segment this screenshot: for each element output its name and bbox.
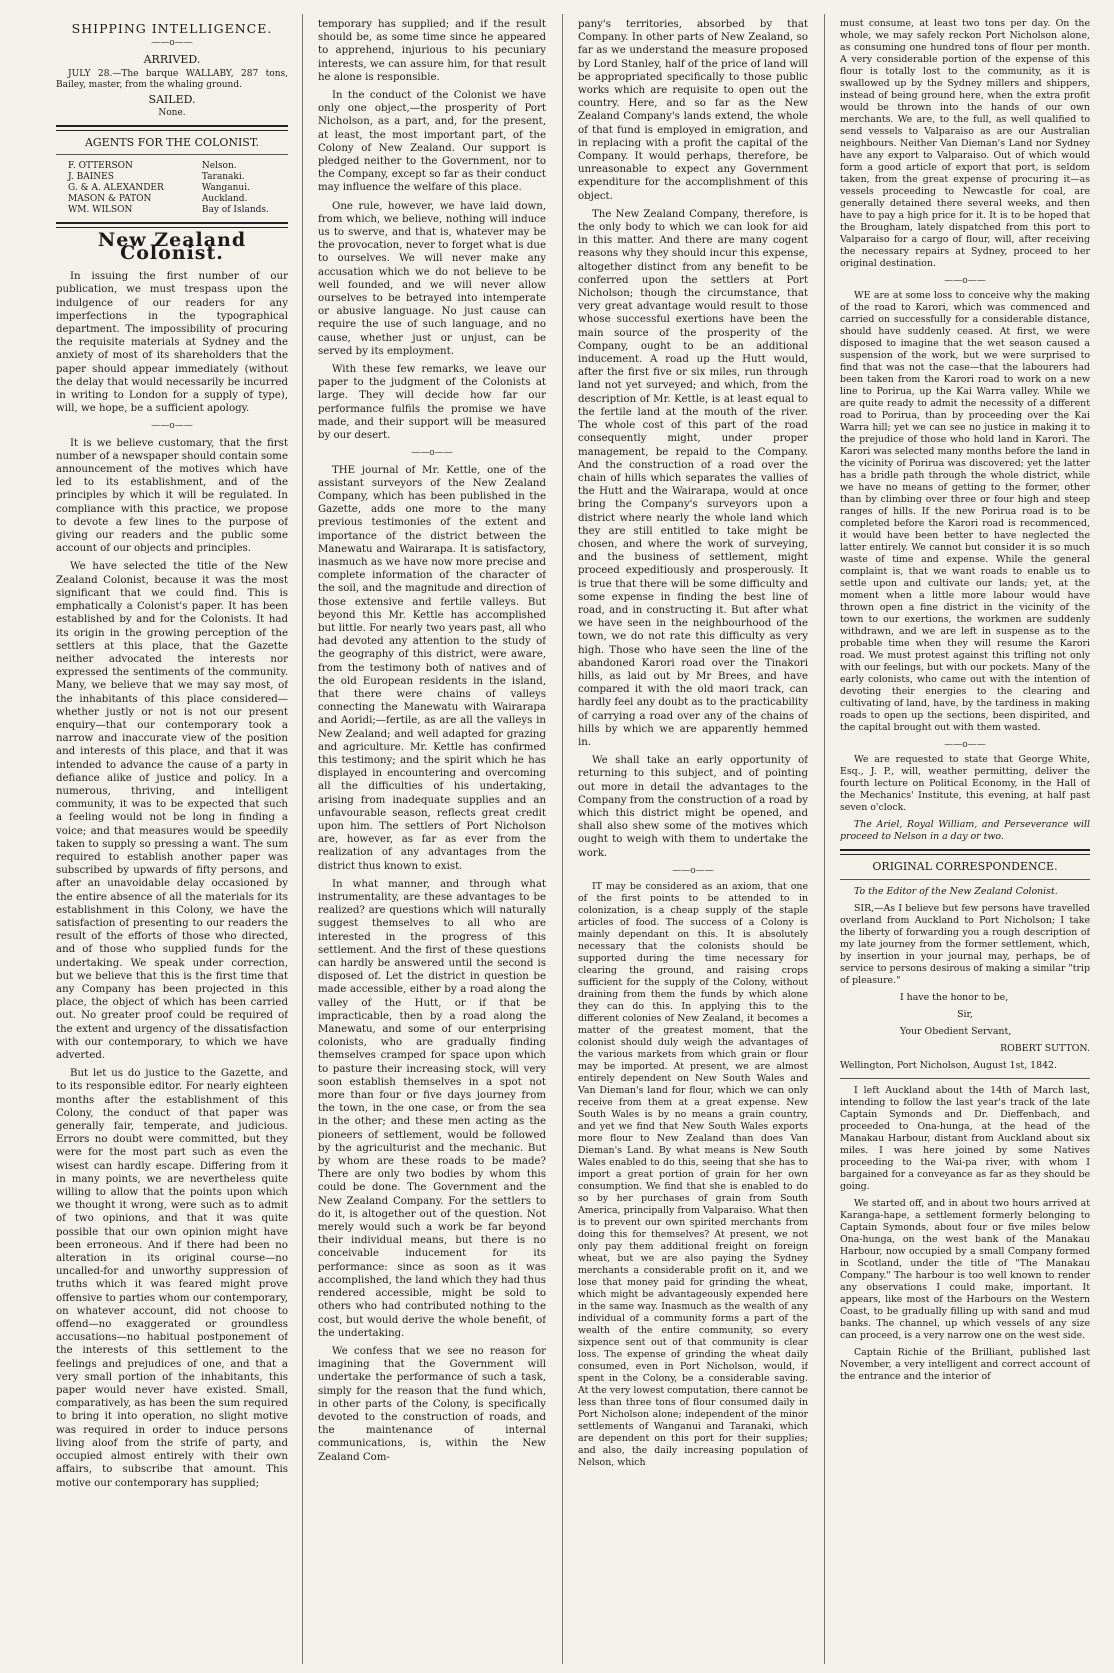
paragraph: We shall take an early opportunity of returning to this subject, and of pointing out more in detail the advantages to the Company from the construction of a road by which this district might be opened, and shall also shew some of the motives which ought to weigh with them to undertake the work. bbox=[578, 755, 808, 859]
sailed-text: None. bbox=[158, 107, 186, 118]
column-divider bbox=[302, 14, 303, 1664]
arrived-heading: ARRIVED. bbox=[143, 53, 201, 67]
agent-row: MASON & PATON Auckland. bbox=[68, 193, 248, 204]
paragraph: We confess that we see no reason for imagining that the Government will undertake the performance of such a task, simply for the reason that the fund which, in other parts of the Colony, is specifically devoted to the construction of roads, and the maintenance of internal communications, is, within the New Zealand Com- bbox=[318, 1345, 546, 1463]
agent-row: WM. WILSON Bay of Islands. bbox=[68, 204, 269, 215]
ornament: ——o—— bbox=[672, 865, 714, 876]
agents-table bbox=[56, 161, 288, 216]
column-3 bbox=[578, 18, 808, 1663]
divider-rule bbox=[56, 125, 288, 131]
paragraph: In issuing the first number of our publication, we must trespass upon the indulgence of our readers for any imperfections in the typographical department. The impossibility of procuring the requisite materials at Sydney and the anxiety of most of its shareholders that the paper should appear immediately (without the delay that would necessarily be incurred in writing to London for a supply of type), will, we hope, be a sufficient apology. bbox=[56, 271, 288, 415]
agents-heading: AGENTS FOR THE COLONIST. bbox=[84, 135, 260, 149]
paragraph: In what manner, and through what instrumentality, are these advantages to be realized? are questions which will naturally suggest themselves to all who are interested in the progress of this settlement. And the first of these questions can hardly be answered until the second is disposed of. Let the district in question be made accessible, either by a road along the valley of the Hutt, or if that be impracticable, then by a road along the Manewatu, and some of our enterprising colonists, who are gradually finding themselves cramped for space upon which to pasture their increasing stock, will very soon establish themselves in a spot not more than four or five days journey from the town, in the one case, or from the sea in the other; and these men acting as the pioneers of settlement, would be followed by the agriculturist and the mechanic. But by whom are these roads to be made? There are only two bodies by whom this could be done. The Government and the New Zealand Company. For the settlers to do it, is altogether out of the question. Not merely would such a work be far beyond their individual means, but there is no conceivable inducement for its performance: since as soon as it was accomplished, the land which they had thus rendered accessible, might be sold to others who had contributed nothing to the cost, but would derive the whole benefit, of the undertaking. bbox=[318, 878, 546, 1339]
letter-text: SIR,—As I believe but few persons have travelled overland from Auckland to Port Nicholson; I take the liberty of forwarding you a rough description of my late journey from the former settlement, which, by insertion in your journal may, perhaps, be of service to persons desirous of making a similar "trip of pleasure." bbox=[840, 903, 1090, 986]
divider-rule bbox=[840, 1078, 1090, 1079]
column-1 bbox=[56, 18, 288, 1663]
salutation: Sir, bbox=[957, 1009, 973, 1020]
paragraph: pany's territories, absorbed by that Company. In other parts of New Zealand, so far as we understand the measure proposed by Lord Stanley, half of the price of land will be appropriated specifically to those public works which are requisite to open out the country. Here, and so far as the New Zealand Company's lands extend, the whole of that fund is employed in emigration, and in replacing with a profit the capital of the Company. It would perhaps, therefore, be unreasonable to expect any Government expenditure for the accomplishment of this object. bbox=[578, 19, 808, 202]
agent-row: F. OTTERSON Nelson. bbox=[68, 160, 237, 171]
ornament: ——o—— bbox=[944, 276, 986, 286]
paragraph: In the conduct of the Colonist we have only one object,—the prosperity of Port Nicholson, as a part, and, for the present, at least, the most important part, of the Colony of New Zealand. Our support is pledged neither to the Government, nor to the Company, except so far as their conduct may influence the welfare of this place. bbox=[318, 90, 546, 194]
column-2 bbox=[318, 18, 546, 1663]
paragraph: Captain Richie of the Brilliant, published last November, a very intelligent and correct account of the entrance and the interior of bbox=[840, 1347, 1090, 1382]
divider-rule bbox=[56, 154, 288, 155]
paragraph: must consume, at least two tons per day. On the whole, we may safely reckon Port Nicholson alone, as consuming one hundred tons of flour per month. A very considerable portion of the expense of this flour is totally lost to the community, as it is swallowed up by the Sydney millers and shippers, instead of being ground here, when the extra profit would be thrown into the hands of our own merchants. We are, to the full, as well qualified to send vessels to Valparaiso as are our Australian neighbours. Neither Van Dieman's Land nor Sydney have any export to Valparaiso. Out of which would form a good article of export that port, is seldom taken, from the great expense of procuring it—as vessels proceeding to Newcastle for coal, are generally detained there several weeks, and then have to pay a high price for it. It is to be hoped that the Brougham, lately dispatched from this port to Valparaiso for a cargo of flour, will, after receiving the necessary repairs at Sydney, proceed to her original destination. bbox=[840, 18, 1090, 269]
correspondence-heading: ORIGINAL CORRESPONDENCE. bbox=[872, 860, 1058, 873]
agent-row: G. & A. ALEXANDER Wanganui. bbox=[68, 182, 250, 193]
to-editor: To the Editor of the New Zealand Colonist. bbox=[854, 886, 1058, 897]
paragraph: The Ariel, Royal William, and Perseverance will proceed to Nelson in a day or two. bbox=[840, 819, 1090, 842]
agent-row: J. BAINES Taranaki. bbox=[68, 171, 245, 182]
divider-rule bbox=[840, 879, 1090, 880]
paragraph: THE journal of Mr. Kettle, one of the assistant surveyors of the New Zealand Company, which has been published in the Gazette, adds one more to the many previous testimonies of the extent and importance of the district between the Manewatu and Wairarapa. It is satisfactory, inasmuch as we have now more precise and complete information of the character of the soil, and the magnitude and direction of those extensive and fertile valleys. But beyond this Mr. Kettle has accomplished but little. For nearly two years past, all who had devoted any attention to the study of the geography of this district, were aware, from the testimony both of natives and of the old European residents in the island, that there were chains of valleys connecting the Manewatu with Wairarapa and Aoridi;—fertile, as are all the valleys in New Zealand; and well adapted for grazing and agriculture. Mr. Kettle has confirmed this testimony; and the spirit which he has displayed in encountering and overcoming all the difficulties of his undertaking, arising from inadequate supplies and an unfavourable season, reflects great credit upon him. The settlers of Port Nicholson are, however, as far as ever from the realization of any advantages from the district thus known to exist. bbox=[318, 464, 546, 872]
paragraph: With these few remarks, we leave our paper to the judgment of the Colonists at large. They will decide how far our performance fulfils the promise we have made, and their support will be measured by our desert. bbox=[318, 364, 546, 442]
ornament: ——o—— bbox=[411, 448, 453, 459]
paragraph: We have selected the title of the New Zealand Colonist, because it was the most significant that we could find. This is emphatically a Colonist's paper. It has been established by and for the Colonists. It had its origin in the growing perception of the settlers at this place, that the Gazette neither advocated the interests nor expressed the sentiments of the community. Many, we believe that we may say most, of the inhabitants of this place considered—whether justly or not is not our present enquiry—that our contemporary took a narrow and inaccurate view of the position and interests of this place, and that it was intended to advance the cause of a party in defiance alike of justice and policy. In a numerous, thriving, and intelligent community, it was to be expected that such a feeling would not be long in finding a voice; and that measures would be speedily taken to supply so pressing a want. The sum required to establish another paper was subscribed by upwards of fifty persons, and after an unavoidable delay occasioned by the entire absence of all the materials for its establishment in this Colony, we have the satisfaction of presenting to our readers the result of the efforts of those who directed, and of those who supplied funds for the undertaking. We speak under correction, but we believe that this is the first time that any Company has been projected in this place, the object of which has been carried out. No greater proof could be required of the extent and urgency of the dissatisfaction with our contemporary, to which we have adverted. bbox=[56, 561, 288, 1061]
paragraph: temporary has supplied; and if the result should be, as some time since he appeared to apprehend, injurious to his pecuniary interests, we can assure him, for that result he alone is responsible. bbox=[318, 19, 546, 83]
column-divider bbox=[824, 14, 825, 1664]
shipping-heading: SHIPPING INTELLIGENCE. bbox=[71, 21, 273, 36]
closing-line: I have the honor to be, bbox=[900, 992, 1009, 1003]
sailed-heading: SAILED. bbox=[148, 92, 196, 106]
paragraph: One rule, however, we have laid down, from which, we believe, nothing will induce us to swerve, and that is, whatever may be the provocation, never to forget what is due to ourselves. We will never make any accusation which we do not believe to be well founded, and we will never allow ourselves to be betrayed into intemperate or abusive language. No just cause can require the use of such language, and no cause, whether just or unjust, can be served by its employment. bbox=[318, 200, 546, 357]
column-4 bbox=[840, 18, 1090, 1663]
paper-title: New Zealand Colonist. bbox=[97, 228, 247, 265]
arrived-text: JULY 28.—The barque WALLABY, 287 tons, Bailey, master, from the whaling ground. bbox=[56, 68, 288, 90]
ornament: ——o—— bbox=[151, 421, 193, 432]
divider-rule bbox=[56, 222, 288, 228]
paragraph: We started off, and in about two hours arrived at Karanga-hape, a settlement formerly belonging to Captain Symonds, about four or five miles below Ona-hunga, on the west bank of the Manakau Harbour, now occupied by a small Company formed in Scotland, under the title of "The Manakau Company." The harbour is too well known to render any observations I could make, important. It appears, like most of the Harbours on the Western Coast, to be gradually filling up with sand and mud banks. The channel, up which vessels of any size can proceed, is a very narrow one on the west side. bbox=[840, 1198, 1090, 1341]
column-divider bbox=[562, 14, 563, 1664]
ornament: ——o—— bbox=[944, 740, 986, 750]
servant-line: Your Obedient Servant, bbox=[900, 1026, 1012, 1037]
paragraph: It is we believe customary, that the first number of a newspaper should contain some announcement of the motives which have led to its establishment, and of the principles by which it will be regulated. In compliance with this practice, we propose to devote a few lines to the purpose of giving our readers and the public some account of our objects and principles. bbox=[56, 437, 288, 555]
paragraph: We are requested to state that George White, Esq., J. P., will, weather permitting, deliver the fourth lecture on Political Economy, in the Hall of the Mechanics' Institute, this evening, at half past seven o'clock. bbox=[840, 754, 1090, 813]
paragraph: The New Zealand Company, therefore, is the only body to which we can look for aid in this matter. And there are many cogent reasons why they should incur this expense, altogether distinct from any benefit to be conferred upon the settlers at Port Nicholson; though the circumstance, that very great advantage would result to those whose successful exertions have been the main source of the prosperity of the Company, ought to be an additional inducement. A road up the Hutt would, after the first five or six miles, run through land not yet surveyed; and which, from the description of Mr. Kettle, is at least equal to the fertile land at the mouth of the river. The whole cost of this part of the road consequently might, under proper management, be repaid to the Company. And the construction of a road over the chain of hills which separates the vallies of the Hutt and the Wairarapa, would at once bring the Company's surveyors upon a district where nearly the whole land which they are still entitled to take might be chosen, and where the work of surveying, and the business of settlement, might proceed expeditiously and prosperously. It is true that there will be some difficulty and some expense in finding the best line of road, and in constructing it. But after what we have seen in the neighbourhood of the town, we do not rate this difficulty as very high. Those who have seen the line of the abandoned Karori road over the Tinakori hills, as laid out by Mr Brees, and have compared it with the old maori track, can hardly feel any doubt as to the practicability of carrying a road over any of the chains of hills by which we are apparently hemmed in. bbox=[578, 208, 808, 748]
paragraph: I left Auckland about the 14th of March last, intending to follow the last year's track of the late Captain Symonds and Dr. Dieffenbach, and proceeded to Ona-hunga, at the head of the Manakau Harbour, distant from Auckland about six miles. I was here joined by some Natives proceeding to the Wai-pa river, with whom I bargained for a conveyance as far as they should be going. bbox=[840, 1085, 1090, 1192]
ornament: ——o—— bbox=[151, 38, 193, 49]
divider-rule bbox=[840, 849, 1090, 855]
paragraph: WE are at some loss to conceive why the making of the road to Karori, which was commenced and carried on successfully for a considerable distance, should have suddenly ceased. At first, we were disposed to imagine that the wet season caused a suspension of the work, but we were surprised to find that was not the case—that the labourers had been taken from the Karori road to work on a new line to Porirua, up the Kai Warra valley. While we are quite ready to admit the necessity of a different road to Porirua, than by proceeding over the Kai Warra hill; yet we can see no justice in making it to the prejudice of those who hold land in Karori. The Karori was selected many months before the land in the vicinity of Porirua was discovered; yet the latter has a bridle path through the whole district, while we have no means of getting to the former, other than by climbing over three or four high and steep ranges of hills. If the new Porirua road is to be completed before the Karori road is recommenced, it would have been better to have neglected the latter entirely. We cannot but consider it is so much waste of time and expense. While the general complaint is, that we want roads to enable us to settle upon and cultivate our lands; yet, at the moment when a little more labour would have thrown open a fine district in the vicinity of the town to our exertions, the workmen are suddenly withdrawn, and we are left in suspense as to the probable time when they will resume the Karori road. We must protest against this trifling not only with our feelings, but with our pockets. Many of the early colonists, who came out with the intention of devoting their energies to the clearing and cultivating of land, have, by the tardiness in making roads to open up the sections, been dispirited, and the capital brought out with them wasted. bbox=[840, 290, 1090, 733]
paragraph: IT may be considered as an axiom, that one of the first points to be attended to in colonization, is a cheap supply of the staple articles of food. The success of a Colony is mainly dependant on this. It is absolutely necessary that the colonists should be supported during the time necessary for clearing the ground, and raising crops sufficient for the supply of the Colony, without draining from them the funds by which alone they can do this. In applying this to the different colonies of New Zealand, it becomes a matter of the greatest moment, that the colonist should duly weigh the advantages of the various markets from which grain or flour may be imported. At present, we are almost entirely dependent on New South Wales and Van Dieman's land for flour, which we can only receive from them at a great expense. New South Wales is by no means a grain country, and yet we find that New South Wales exports more flour to New Zealand than does Van Dieman's Land. By what means is New South Wales enabled to do this, seeing that she has to import a great portion of grain for her own consumption. We find that she is enabled to do so by her purchases of grain from South America, principally from Valparaiso. What then is to prevent our own spirited merchants from doing this for themselves? At present, we not only pay them additional freight on foreign wheat, but we are also paying the Sydney merchants a considerable profit on it, and we lose that money paid for grinding the wheat, which might be advantageously expended here in the same way. Inasmuch as the wealth of any individual of a community forms a part of the wealth of the entire community, so every sixpence sent out of that community is clear loss. The expense of grinding the wheat daily consumed, even in Port Nicholson, would, if spent in the Colony, be a considerable saving. At the very lowest computation, there cannot be less than three tons of flour consumed daily in Port Nicholson alone; independent of the minor settlements of Wanganui and Taranaki, which are dependent on this port for their supplies; and also, the daily increasing population of Nelson, which bbox=[578, 881, 808, 1468]
place-date: Wellington, Port Nicholson, August 1st, 1842. bbox=[840, 1060, 1057, 1071]
paragraph: But let us do justice to the Gazette, and to its responsible editor. For nearly eighteen months after the establishment of this Colony, the conduct of that paper was generally fair, temperate, and judicious. Errors no doubt were committed, but they were for the most part such as even the wisest can hardly escape. Differing from it in many points, we are nevertheless quite willing to allow that the points upon which we thought it wrong, were such as to admit of two opinions, and that it was quite possible that our own opinion might have been erroneous. And if there had been no alteration in its original course—no uncalled-for and unworthy suppression of truths which it was feared might prove offensive to parties whom our contemporary, on whatever account, did not choose to offend—no exaggerated or groundless accusations—no habitual postponement of the interests of this settlement to the feelings and prejudices of one, and that a very small portion of the inhabitants, this paper would never have existed. Small, comparatively, as has been the sum required to bring it into operation, no slight motive was required in order to induce persons living aloof from the strife of party, and occupied almost entirely with their own affairs, to subscribe that amount. This motive our contemporary has supplied; bbox=[56, 1068, 288, 1489]
signature: ROBERT SUTTON. bbox=[1000, 1043, 1090, 1054]
